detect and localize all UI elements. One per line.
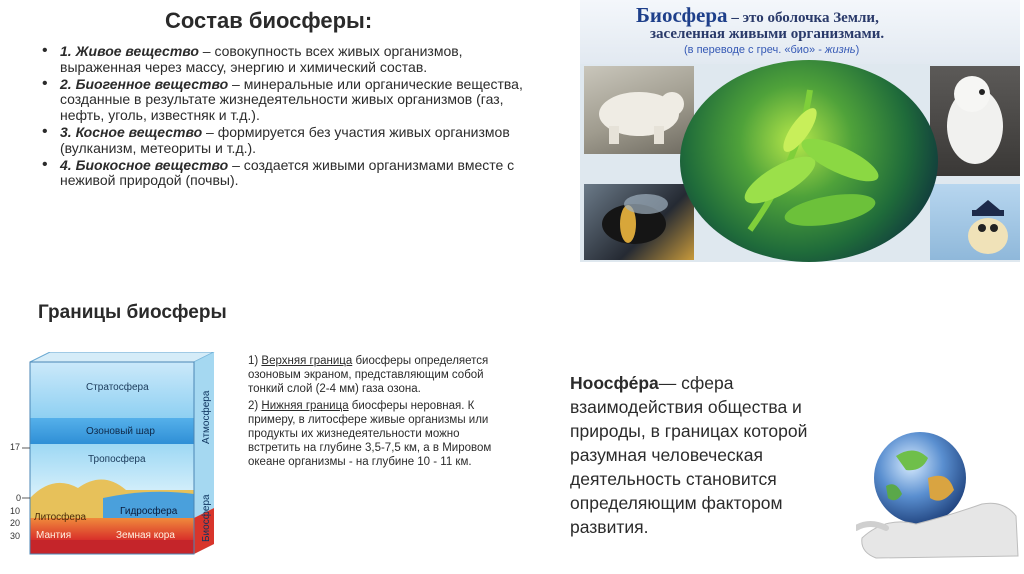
ozone-label: Озоновый шар [86,426,155,437]
lower-boundary-paragraph: 2) Нижняя граница биосферы неровная. К примеру, в литосфере живые организмы или продукты их жизнедеятельности можно встретить на глубине 3,5-7,5 км, а в Мировом океане организмы - на глубине 10 - 11 км. [248,400,492,468]
noosphere-text: — сфера взаимодействия общества и природы, в границах которой разумная человеческая деятельность становится определяющим фактором развития. [570,373,808,537]
list-item-term: 3. Косное вещество [60,123,203,140]
biosphere-side-label: Биосфера [201,494,212,542]
earth-crust-label: Земная кора [116,530,175,541]
cockatoo-photo [930,66,1020,176]
boundaries-title: Границы биосферы [38,302,227,323]
list-item [38,125,528,157]
altitude-label: 20 [10,518,21,528]
biosphere-definition-rest: – это оболочка Земли, [727,10,879,26]
mantle-label: Мантия [36,530,72,541]
list-item-term: 4. Биокосное вещество [60,156,229,173]
stratosphere-label: Стратосфера [86,382,149,393]
lower-boundary-label: Нижняя граница [261,400,349,413]
upper-boundary-paragraph: 1) Верхняя граница биосферы определяется озоновым экраном, представляющим собой тонкий слой (2-4 мм) газа озона. [248,355,489,395]
lithosphere-label: Литосфера [34,512,87,523]
biosphere-definition-line2: заселенная живыми организмами. [650,26,885,42]
boundaries-description [248,355,493,473]
upper-boundary-label: Верхняя граница [261,355,353,367]
list-item [38,158,528,190]
altitude-label: 0 [16,493,22,503]
noosphere-definition [570,371,860,539]
owl-cartoon-photo [930,184,1020,260]
hydrosphere-label: Гидросфера [120,506,178,517]
bumblebee-photo [584,184,694,260]
plant-sphere-image [680,60,938,262]
list-item-term: 2. Биогенное вещество [60,75,229,92]
biosphere-term: Биосфера [636,3,728,27]
composition-title: Состав биосферы: [165,8,373,33]
list-item [38,44,528,76]
noosphere-term: Ноосфе́ра [570,373,659,393]
list-item-text: – формируется без участия живых организмов (вулканизм, метеориты и т.д.). [60,123,510,156]
polar-bear-photo [584,66,694,154]
list-item-term: 1. Живое вещество [60,43,199,59]
troposphere-label: Тропосфера [88,454,146,465]
mantle-layer [30,540,194,554]
globe-in-hand-image [856,420,1022,560]
composition-list [38,44,528,190]
biosphere-picture [580,0,1020,262]
atmosphere-side-label: Атмосфера [201,390,212,444]
altitude-label: 17 [10,442,21,452]
list-item [38,77,528,124]
altitude-label: 30 [10,531,21,541]
biosphere-layers-diagram [8,352,240,558]
translation-note: (в переводе с греч. «био» - жизнь) [684,44,860,56]
list-item-text: – создается живыми организмами вместе с неживой природой (почвы). [60,156,515,189]
altitude-label: 10 [10,506,21,516]
list-item-text: – совокупность всех живых организмов, выраженная через массу, энергию и химический состав. [60,43,463,75]
biosphere-definition [636,3,879,28]
list-item-text: – минеральные или органические вещества, созданные в результате жизнедеятельности живых организмов (газ, нефть, уголь, известняк и т.д.). [60,75,523,124]
